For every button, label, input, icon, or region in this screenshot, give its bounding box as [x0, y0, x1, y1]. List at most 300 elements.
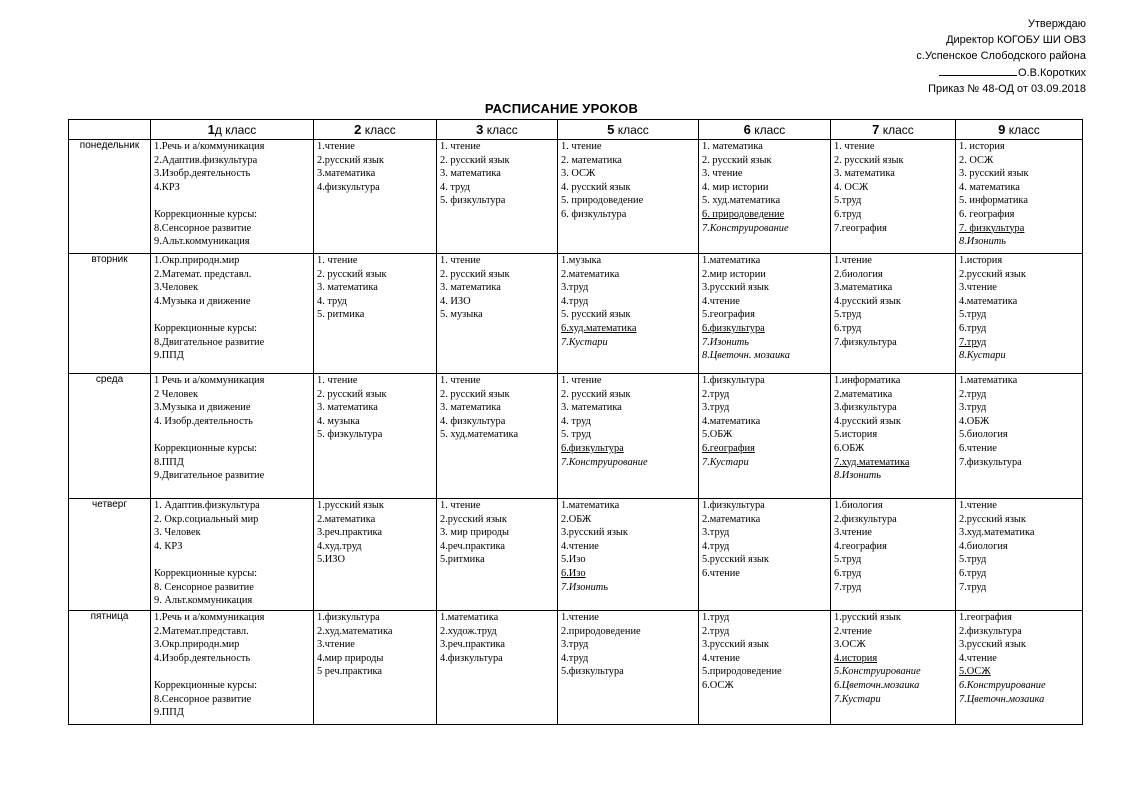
lesson-line: 5.биология	[959, 429, 1008, 441]
class-number: 9	[998, 122, 1006, 137]
lesson-line: 5.ОСЖ	[959, 666, 991, 678]
lesson-line: 7.Цветочн.мозаика	[959, 693, 1045, 705]
lesson-line: 6.чтение	[959, 442, 997, 454]
lesson-line: 7.труд	[834, 581, 862, 593]
class-header-2	[437, 120, 558, 140]
approval-line-4	[916, 65, 1086, 81]
class-number: 7	[872, 122, 880, 137]
lesson-cell	[437, 140, 558, 254]
lesson-line: 1.математика	[959, 375, 1018, 386]
lesson-cell	[699, 499, 831, 611]
lesson-line: 5.Изо	[561, 554, 586, 566]
lesson-line: 1.труд	[702, 612, 730, 623]
lesson-line: 2. русский язык	[702, 154, 772, 166]
lesson-line: 1.математика	[561, 500, 620, 511]
lesson-line: 2. русский язык	[440, 268, 510, 280]
lesson-line: 2. русский язык	[317, 388, 387, 400]
lesson-line: 4.мир природы	[317, 652, 384, 664]
lesson-line: 2.худ.математика	[317, 625, 393, 637]
lesson-line: 5.география	[702, 309, 755, 321]
day-name: понедельник	[69, 140, 151, 254]
lesson-line: 2.русский язык	[317, 154, 384, 166]
approval-line-2: Директор КОГОБУ ШИ ОВЗ	[946, 34, 1086, 47]
lesson-line: 1.математика	[702, 255, 761, 266]
lesson-line: 1. чтение	[834, 141, 875, 152]
lesson-line: 7.Конструирование	[702, 222, 789, 234]
lesson-line: 3.математика	[317, 168, 376, 180]
lesson-cell	[699, 611, 831, 725]
lesson-line: 2.Математ. представл.	[154, 268, 252, 280]
lesson-line: 7.худ.математика	[834, 456, 910, 468]
lesson-line: 6. география	[959, 208, 1015, 220]
lesson-line: 3. математика	[834, 168, 895, 180]
lesson-line: 4.труд	[702, 540, 730, 552]
lesson-line: 3. математика	[561, 402, 622, 414]
lesson-line: 5.физкультура	[561, 666, 624, 678]
lesson-line: 1. чтение	[440, 500, 481, 511]
lesson-line: 3.худ.математика	[959, 527, 1035, 539]
day-row	[69, 140, 1083, 254]
lesson-line: 3.математика	[834, 282, 893, 294]
lesson-cell	[699, 140, 831, 254]
lesson-cell	[956, 140, 1083, 254]
lesson-cell	[558, 499, 699, 611]
lesson-line: 7.физкультура	[959, 456, 1022, 468]
lesson-cell	[151, 254, 314, 374]
lesson-line: 5. русский язык	[561, 309, 631, 321]
lesson-line: 2. математика	[561, 154, 622, 166]
lesson-line: 1.математика	[440, 612, 499, 623]
lesson-line: 4.чтение	[702, 652, 740, 664]
lesson-line: 1.физкультура	[317, 612, 380, 623]
lesson-line: 2.мир истории	[702, 268, 766, 280]
lesson-line: 3.чтение	[834, 527, 872, 539]
lesson-line: 7.Конструирование	[561, 456, 648, 468]
lesson-line: 2.труд	[702, 625, 730, 637]
lesson-line: 5.труд	[834, 309, 862, 321]
lesson-line	[154, 428, 310, 442]
day-row	[69, 611, 1083, 725]
lesson-line: 3.труд	[959, 402, 987, 414]
lesson-line: 1. чтение	[440, 141, 481, 152]
lesson-line: 6.география	[702, 442, 755, 454]
approval-line-1: Утверждаю	[1027, 18, 1086, 30]
lesson-line: 3. русский язык	[959, 168, 1029, 180]
lesson-line: 4. труд	[440, 181, 470, 193]
lesson-line: 4.чтение	[702, 295, 740, 307]
lesson-line: 1.история	[959, 255, 1003, 266]
lesson-cell	[314, 374, 437, 499]
lesson-line: 5.история	[834, 429, 878, 441]
lesson-line: 7.Изонить	[561, 581, 608, 593]
lesson-line: 1.русский язык	[834, 612, 901, 623]
lesson-cell	[956, 254, 1083, 374]
lesson-cell	[956, 499, 1083, 611]
lesson-line: 3.труд	[702, 527, 730, 539]
lesson-line: 6.труд	[834, 208, 862, 220]
lesson-line: 2.математика	[702, 513, 761, 525]
lesson-cell	[558, 611, 699, 725]
lesson-line: 7.Кустари	[702, 456, 749, 468]
class-number: 5	[607, 122, 615, 137]
lesson-line: 4.русский язык	[834, 295, 901, 307]
lesson-line: 1.биология	[834, 500, 883, 511]
lesson-line: 1.Окр.природн.мир	[154, 255, 240, 266]
lesson-line: 1.информатика	[834, 375, 901, 386]
lesson-line: 5. худ.математика	[702, 195, 781, 207]
lesson-cell	[151, 140, 314, 254]
lesson-line: 8.Цветочн. мозаика	[702, 350, 790, 362]
lesson-line: 1. математика	[702, 141, 763, 152]
class-header-6	[956, 120, 1083, 140]
lesson-cell	[831, 374, 956, 499]
day-name: вторник	[69, 254, 151, 374]
lesson-cell	[151, 611, 314, 725]
lesson-line: 3.русский язык	[561, 527, 628, 539]
lesson-line: 4. физкультура	[440, 415, 506, 427]
day-name: среда	[69, 374, 151, 499]
lesson-line: 5. труд	[561, 429, 591, 441]
lesson-line: 5 реч.практика	[317, 666, 383, 678]
lesson-line: 2.Математ.представл.	[154, 625, 249, 637]
lesson-line: 4. русский язык	[561, 181, 631, 193]
lesson-line: 1. чтение	[561, 141, 602, 152]
lesson-line: 6.Конструирование	[959, 679, 1046, 691]
lesson-line: 3.реч.практика	[440, 639, 506, 651]
lesson-line: 4.ОБЖ	[959, 415, 990, 427]
day-row	[69, 254, 1083, 374]
lesson-line: 3. математика	[317, 402, 378, 414]
lesson-line: 5.ОБЖ	[702, 429, 733, 441]
approval-line-5: Приказ № 48-ОД от 03.09.2018	[928, 82, 1086, 95]
page-title: РАСПИСАНИЕ УРОКОВ	[484, 101, 639, 116]
lesson-line: 6.худ.математика	[561, 322, 637, 334]
lesson-line: 3.русский язык	[702, 282, 769, 294]
lesson-line: 1.чтение	[959, 500, 997, 511]
lesson-line	[154, 194, 310, 208]
lesson-line: 5.труд	[959, 554, 987, 566]
lesson-line: 1 Речь и а/коммуникация	[154, 375, 265, 386]
lesson-line: 4.худ.труд	[317, 540, 362, 552]
lesson-line: 5. музыка	[440, 309, 483, 321]
lesson-line: 9.Двигательное развитие	[154, 470, 265, 482]
class-label: д класс	[214, 123, 257, 137]
lesson-line: 1.география	[959, 612, 1012, 623]
lesson-line: 8.Изонить	[959, 236, 1006, 248]
class-header-5	[831, 120, 956, 140]
class-header-1	[314, 120, 437, 140]
lesson-line: 2. русский язык	[317, 268, 387, 280]
lesson-line: 7.география	[834, 222, 887, 234]
lesson-cell	[831, 611, 956, 725]
lesson-line: 4.физкультура	[440, 652, 503, 664]
lesson-line: 9. Альт.коммуникация	[154, 595, 253, 607]
lesson-line: 3.русский язык	[959, 639, 1026, 651]
class-label: класс	[361, 123, 396, 137]
lesson-line: 1.Речь и а/коммуникация	[154, 141, 265, 152]
lesson-cell	[151, 374, 314, 499]
lesson-line: Коррекционные курсы:	[154, 442, 258, 454]
lesson-cell	[151, 499, 314, 611]
lesson-line: 7.труд	[959, 581, 987, 593]
day-row	[69, 499, 1083, 611]
lesson-cell	[314, 611, 437, 725]
lesson-line: 2.математика	[834, 388, 893, 400]
lesson-line: 2 Человек	[154, 388, 199, 400]
lesson-line: 4.труд	[561, 295, 589, 307]
lesson-line: Коррекционные курсы:	[154, 567, 258, 579]
lesson-line: 6.ОБЖ	[834, 442, 865, 454]
lesson-cell	[699, 254, 831, 374]
lesson-line: 3.труд	[702, 402, 730, 414]
lesson-line: 6. природоведение	[702, 208, 785, 220]
class-label: класс	[483, 123, 518, 137]
lesson-line: 6. физкультура	[561, 208, 627, 220]
lesson-line: 8.Сенсорное развитие	[154, 693, 252, 705]
lesson-line: 2.физкультура	[834, 513, 897, 525]
lesson-line: 2.ОБЖ	[561, 513, 592, 525]
signature-line	[939, 66, 1017, 76]
lesson-line: 6.чтение	[702, 567, 740, 579]
lesson-line: 9.Альт.коммуникация	[154, 236, 250, 248]
lesson-line: 4.Музыка и движение	[154, 295, 251, 307]
lesson-cell	[558, 254, 699, 374]
lesson-line: 2.русский язык	[959, 268, 1026, 280]
lesson-line: 5.русский язык	[702, 554, 769, 566]
lesson-line: 4. труд	[317, 295, 347, 307]
lesson-line: 5.Конструирование	[834, 666, 921, 678]
lesson-cell	[831, 499, 956, 611]
class-header-4	[699, 120, 831, 140]
lesson-line: 5.природоведение	[702, 666, 782, 678]
lesson-line: 1.чтение	[317, 141, 355, 152]
lesson-line: 1. чтение	[317, 255, 358, 266]
approval-line-3: с.Успенское Слободского района	[916, 50, 1086, 63]
lesson-cell	[558, 140, 699, 254]
lesson-cell	[831, 140, 956, 254]
lesson-line: 6.труд	[959, 567, 987, 579]
lesson-line: 3.чтение	[317, 639, 355, 651]
lesson-line: 2.русский язык	[440, 513, 507, 525]
lesson-line: 1.физкультура	[702, 375, 765, 386]
lesson-line: 5.труд	[834, 554, 862, 566]
lesson-line: 4. математика	[959, 181, 1020, 193]
lesson-line: 8. Сенсорное развитие	[154, 581, 254, 593]
class-number: 3	[476, 122, 484, 137]
lesson-line: 9.ППД	[154, 707, 184, 719]
lesson-line: 3.Человек	[154, 282, 199, 294]
schedule-table	[68, 119, 1083, 725]
class-header-3	[558, 120, 699, 140]
lesson-line: 8.ППД	[154, 456, 184, 468]
lesson-line: 4.математика	[702, 415, 761, 427]
class-label: класс	[1005, 123, 1040, 137]
lesson-cell	[314, 140, 437, 254]
lesson-line: 5. ритмика	[317, 309, 365, 321]
lesson-line: 4.труд	[561, 652, 589, 664]
lesson-line: 2.биология	[834, 268, 883, 280]
lesson-line: 1.Речь и а/коммуникация	[154, 612, 265, 623]
lesson-line: 3.чтение	[959, 282, 997, 294]
lesson-line: 3. Человек	[154, 527, 201, 539]
lesson-line: 2.физкультура	[959, 625, 1022, 637]
lesson-line: 3.Музыка и движение	[154, 402, 251, 414]
lesson-line: 2.Адаптив.физкультура	[154, 154, 258, 166]
lesson-line: 6.ОСЖ	[702, 679, 734, 691]
class-label: класс	[750, 123, 786, 137]
lesson-line: 4.реч.практика	[440, 540, 506, 552]
lesson-line: 1.музыка	[561, 255, 602, 266]
lesson-line: 1. Адаптив.физкультура	[154, 500, 260, 511]
lesson-line: 2. русский язык	[834, 154, 904, 166]
lesson-line	[154, 553, 310, 567]
lesson-line: 1.чтение	[561, 612, 599, 623]
lesson-line: 3.физкультура	[834, 402, 897, 414]
lesson-line: 8.Изонить	[834, 470, 881, 482]
day-header	[69, 120, 151, 140]
class-header-0	[151, 120, 314, 140]
lesson-cell	[437, 611, 558, 725]
lesson-line: 3. ОСЖ	[561, 168, 596, 180]
class-number: 1	[207, 122, 215, 137]
lesson-line: 7.Кустари	[561, 336, 608, 348]
lesson-line: 3. мир природы	[440, 527, 509, 539]
lesson-line: 4. ОСЖ	[834, 181, 869, 193]
lesson-line: 5. худ.математика	[440, 429, 519, 441]
lesson-line: 2.математика	[317, 513, 376, 525]
director-name: О.В.Коротких	[1017, 66, 1086, 79]
lesson-line: 1.чтение	[834, 255, 872, 266]
lesson-cell	[558, 374, 699, 499]
lesson-line: 7. физкультура	[959, 222, 1025, 234]
lesson-line: 5.труд	[959, 309, 987, 321]
lesson-line: 5.труд	[834, 195, 862, 207]
lesson-cell	[437, 499, 558, 611]
day-name: пятница	[69, 611, 151, 725]
lesson-line: 2.чтение	[834, 625, 872, 637]
lesson-line: 4.русский язык	[834, 415, 901, 427]
lesson-line	[154, 308, 310, 322]
lesson-line: 4.биология	[959, 540, 1008, 552]
lesson-line: 5. природоведение	[561, 195, 644, 207]
lesson-line: 3.ОСЖ	[834, 639, 866, 651]
lesson-line: 6.труд	[834, 322, 862, 334]
lesson-line: 4.математика	[959, 295, 1018, 307]
lesson-line: Коррекционные курсы:	[154, 679, 258, 691]
lesson-line: 2.труд	[959, 388, 987, 400]
lesson-line: 4. ИЗО	[440, 295, 471, 307]
lesson-line: 3.русский язык	[702, 639, 769, 651]
lesson-cell	[831, 254, 956, 374]
class-number: 6	[743, 122, 751, 137]
lesson-cell	[956, 374, 1083, 499]
lesson-line	[154, 665, 310, 679]
lesson-line: 4. труд	[561, 415, 591, 427]
lesson-line: 5. физкультура	[317, 429, 383, 441]
lesson-line: 1.физкультура	[702, 500, 765, 511]
lesson-line: 4.физкультура	[317, 181, 380, 193]
lesson-line: 5. информатика	[959, 195, 1028, 207]
lesson-line: 4. Изобр.деятельность	[154, 415, 253, 427]
lesson-line: 6.физкультура	[561, 442, 624, 454]
lesson-line: 3.Изобр.деятельность	[154, 168, 251, 180]
lesson-line: 4. КРЗ	[154, 540, 183, 552]
approval-block	[916, 16, 1086, 97]
lesson-line: 4.чтение	[959, 652, 997, 664]
lesson-line: 3. математика	[440, 402, 501, 414]
lesson-line: 4.КРЗ	[154, 181, 180, 193]
lesson-cell	[437, 254, 558, 374]
lesson-cell	[314, 499, 437, 611]
lesson-cell	[956, 611, 1083, 725]
lesson-line: 6.Цветочн.мозаика	[834, 679, 920, 691]
class-label: класс	[614, 123, 649, 137]
lesson-line: 2. русский язык	[440, 154, 510, 166]
lesson-line: 5.ритмика	[440, 554, 485, 566]
lesson-line: 8.Сенсорное развитие	[154, 222, 252, 234]
lesson-line: 2.русский язык	[959, 513, 1026, 525]
lesson-line: 4. мир истории	[702, 181, 769, 193]
lesson-line: 1.русский язык	[317, 500, 384, 511]
lesson-line: 1. чтение	[561, 375, 602, 386]
lesson-line: 4.география	[834, 540, 887, 552]
lesson-line: 4.чтение	[561, 540, 599, 552]
lesson-line: 7.физкультура	[834, 336, 897, 348]
lesson-line: 2. ОСЖ	[959, 154, 994, 166]
lesson-line: 8.Кустари	[959, 350, 1006, 362]
lesson-line: 9.ППД	[154, 350, 184, 362]
lesson-line: 3. математика	[440, 282, 501, 294]
lesson-line: 2. русский язык	[440, 388, 510, 400]
lesson-line: 1. чтение	[440, 255, 481, 266]
lesson-line: 4.история	[834, 652, 878, 664]
lesson-line: 8.Двигательное развитие	[154, 336, 265, 348]
lesson-line: 2.природоведение	[561, 625, 641, 637]
lesson-line: 3.Окр.природн.мир	[154, 639, 240, 651]
day-row	[69, 374, 1083, 499]
lesson-line: 3.труд	[561, 282, 589, 294]
lesson-cell	[699, 374, 831, 499]
lesson-line: 4. музыка	[317, 415, 360, 427]
lesson-line: 1. чтение	[317, 375, 358, 386]
lesson-cell	[437, 374, 558, 499]
lesson-line: 7.труд	[959, 336, 987, 348]
lesson-line: 2.худож.труд	[440, 625, 497, 637]
lesson-cell	[314, 254, 437, 374]
lesson-line: 3. математика	[317, 282, 378, 294]
lesson-line: 6.труд	[959, 322, 987, 334]
class-label: класс	[879, 123, 914, 137]
lesson-line: 2.математика	[561, 268, 620, 280]
lesson-line: Коррекционные курсы:	[154, 208, 258, 220]
lesson-line: 5.ИЗО	[317, 554, 346, 566]
lesson-line: 3. чтение	[702, 168, 743, 180]
class-number: 2	[354, 122, 362, 137]
lesson-line: Коррекционные курсы:	[154, 322, 258, 334]
lesson-line: 6.труд	[834, 567, 862, 579]
day-name: четверг	[69, 499, 151, 611]
lesson-line: 3.реч.практика	[317, 527, 383, 539]
lesson-line: 3. математика	[440, 168, 501, 180]
lesson-line: 3.труд	[561, 639, 589, 651]
lesson-line: 7.Изонить	[702, 336, 749, 348]
lesson-line: 4.Изобр.деятельность	[154, 652, 251, 664]
lesson-line: 1. чтение	[440, 375, 481, 386]
header-row	[69, 120, 1083, 140]
lesson-line: 1. история	[959, 141, 1005, 152]
lesson-line: 6.Изо	[561, 567, 586, 579]
lesson-line: 7.Кустари	[834, 693, 881, 705]
